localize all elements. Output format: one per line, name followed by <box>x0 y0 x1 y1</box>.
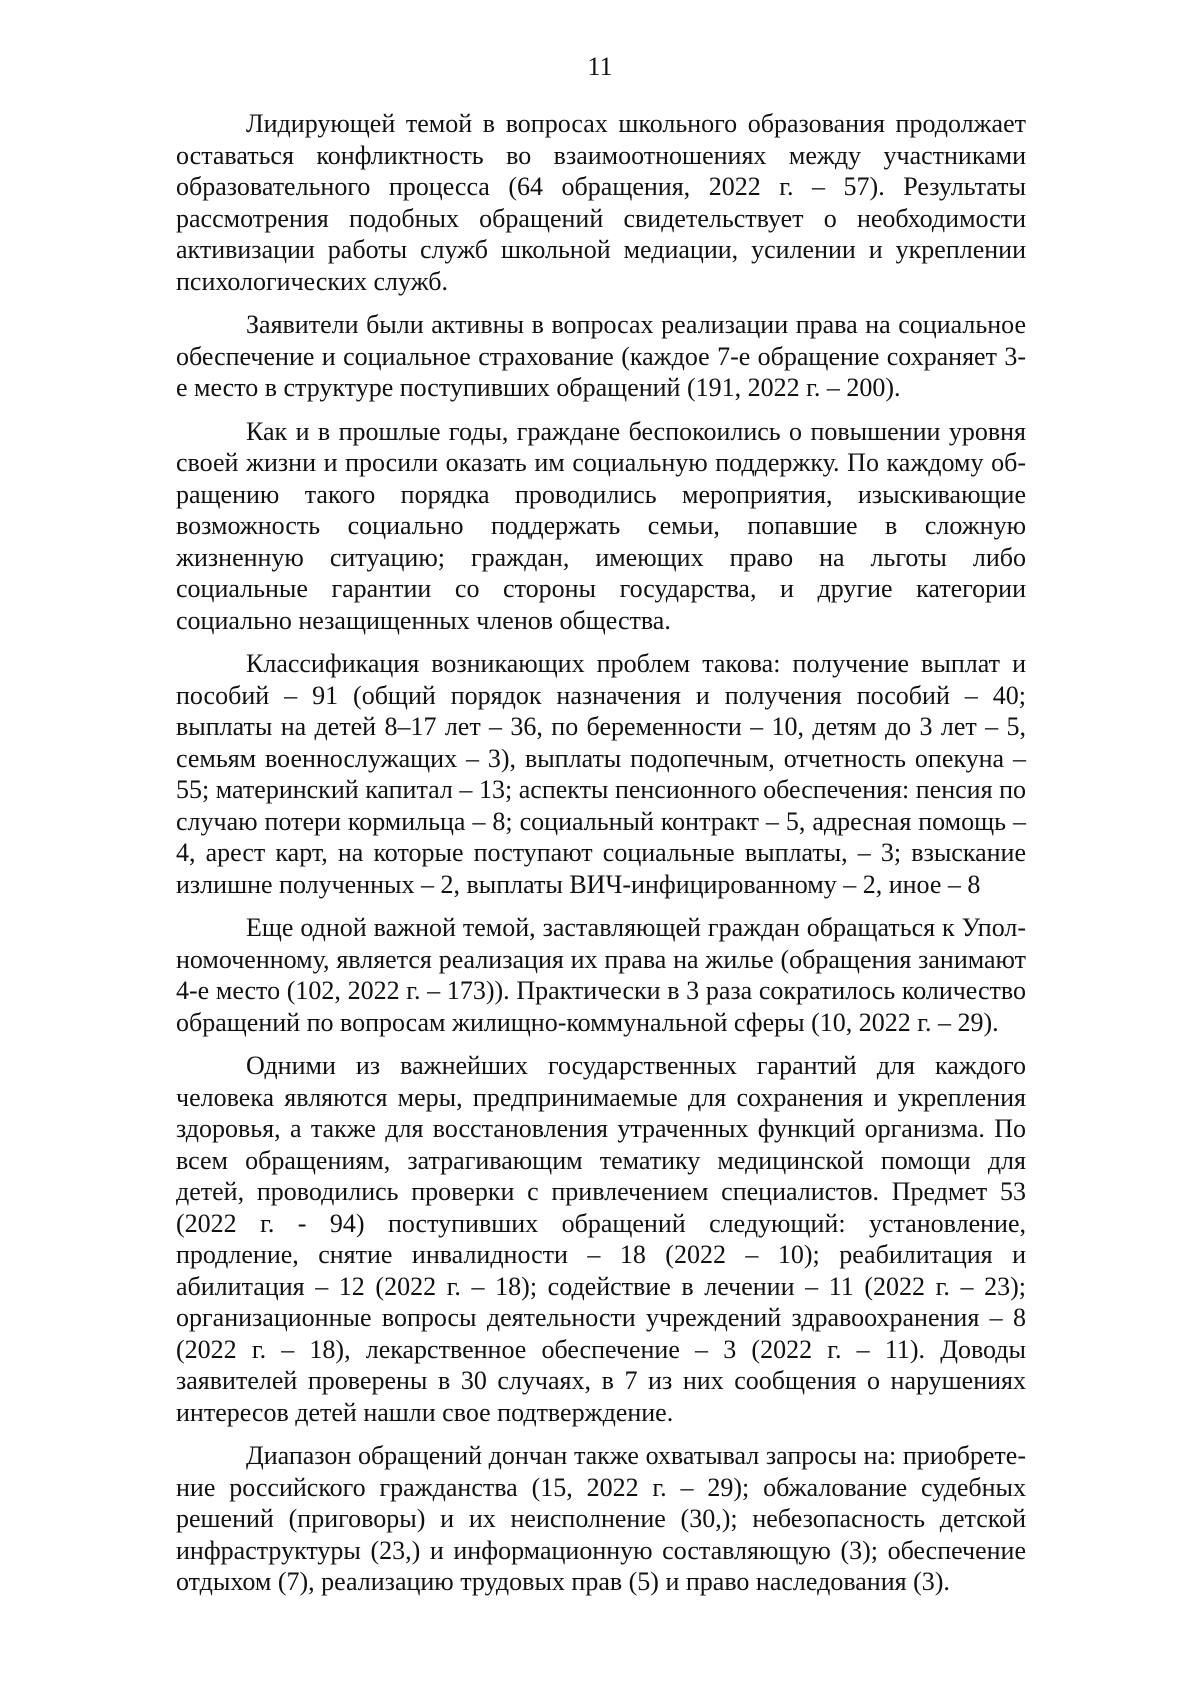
paragraph: Лидирующей темой в вопросах школьного образования продолжает оставаться конфликтность во взаимоотношениях между участниками образовательного процесса (64 обращения, 2022 г. – 57). Результаты рассмотрения подобных обращений свидетельствует о необходимости активизации работы служб школьной медиации, усилении и укреплении психологических служб. <box>176 109 1026 296</box>
paragraph: Еще одной важной темой, заставляющей граждан обращаться к Уполномоченному, является реализация их права на жилье (обращения занимают 4-е место (102, 2022 г. – 173)). Практически в 3 раза сократилось количество обращений по вопросам жилищно-коммунальной сферы (10, 2022 г. – 29). <box>176 913 1026 1037</box>
paragraph: Одними из важнейших государственных гарантий для каждого человека являются меры, предпринимаемые для сохранения и укрепления здоровья, а также для восстановления утраченных функций организма. По всем обращениям, затрагивающим тематику медицинской помощи для детей, проводились проверки с привлечением специалистов. Предмет 53 (2022 г. - 94) поступивших обращений следующий: установление, продление, снятие инвалидности – 18 (2022 – 10); реабилитация и абилитация – 12 (2022 г. – 18); содействие в лечении – 11 (2022 г. – 23); организационные вопросы деятельности учреждений здравоохранения – 8 (2022 г. – 18), лекарственное обеспечение – 3 (2022 г. – 11). Доводы заявителей проверены в 30 случаях, в 7 из них сообщения о нарушениях интересов детей нашли свое подтверждение. <box>176 1051 1026 1427</box>
paragraph: Как и в прошлые годы, граждане беспокоились о повышении уровня своей жизни и просили оказать им социальную поддержку. По каждому обращению такого порядка проводились мероприятия, изыскивающие возможность социально поддержать семьи, попавшие в сложную жизненную ситуацию; граждан, имеющих право на льготы либо социальные гарантии со стороны государства, и другие категории социально незащищенных членов общества. <box>176 416 1026 635</box>
paragraph: Заявители были активны в вопросах реализации права на социальное обеспечение и социальное страхование (каждое 7-е обращение сохраняет 3-е место в структуре поступивших обращений (191, 2022 г. – 200). <box>176 310 1026 402</box>
paragraph: Диапазон обращений дончан также охватывал запросы на: приобретение российского гражданства (15, 2022 г. – 29); обжалование судебных решений (приговоры) и их неисполнение (30,); небезопасность детской инфраструктуры (23,) и информационную составляющую (3); обеспечение отдыхом (7), реализацию трудовых прав (5) и право наследования (3). <box>176 1441 1026 1596</box>
page-number: 11 <box>587 52 613 81</box>
document-body <box>176 108 1026 1610</box>
paragraph: Классификация возникающих проблем такова: получение выплат и пособий – 91 (общий порядок назначения и получения пособий – 40; выплаты на детей 8–17 лет – 36, по беременности – 10, детям до 3 лет – 5, семьям военнослужащих – 3), выплаты подопечным, отчетность опекуна – 55; материнский капитал – 13; аспекты пенсионного обеспечения: пенсия по случаю потери кормильца – 8; социальный контракт – 5, адресная помощь – 4, арест карт, на которые поступают социальные выплаты, – 3; взыскание излишне полученных – 2, выплаты ВИЧ-инфицированному – 2, иное – 8 <box>176 649 1026 899</box>
